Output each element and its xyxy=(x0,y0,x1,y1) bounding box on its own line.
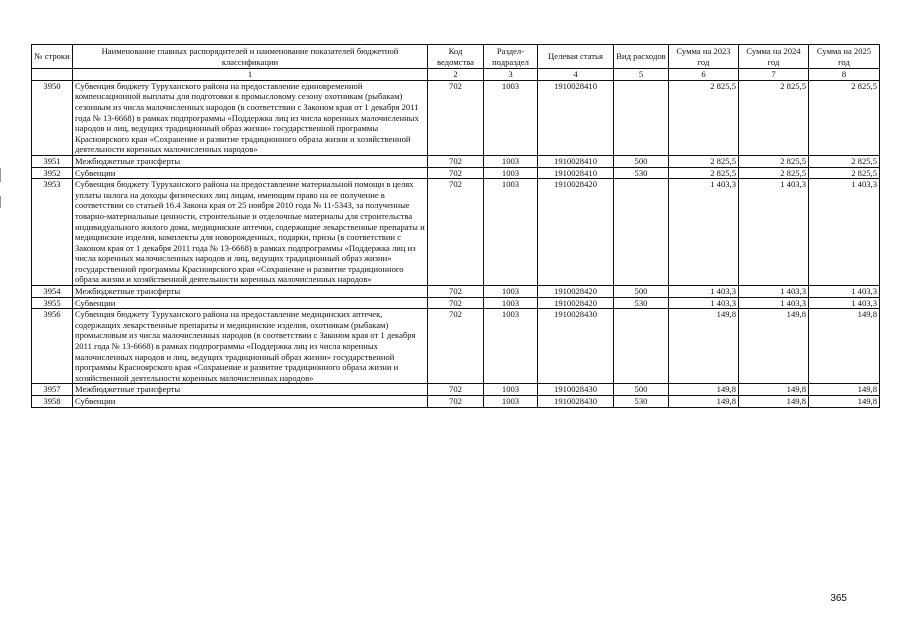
section-cell: 1003 xyxy=(484,384,538,396)
header-target-article: Целевая статья xyxy=(538,45,614,69)
section-cell: 1003 xyxy=(484,309,538,384)
sum-2023-cell: 149,8 xyxy=(669,309,739,384)
section-cell: 1003 xyxy=(484,80,538,155)
sum-2023-cell: 1 403,3 xyxy=(669,297,739,309)
column-number xyxy=(32,69,73,81)
sum-2024-cell: 149,8 xyxy=(739,309,809,384)
header-sum-2024: Сумма на 2024 год xyxy=(739,45,809,69)
row-number-cell: 3952 xyxy=(32,167,73,179)
column-number: 8 xyxy=(809,69,880,81)
sum-2023-cell: 2 825,5 xyxy=(669,167,739,179)
expense-type-cell: 500 xyxy=(614,286,669,298)
header-section: Раздел-подраздел xyxy=(484,45,538,69)
sum-2023-cell: 149,8 xyxy=(669,396,739,408)
expense-type-cell: 500 xyxy=(614,384,669,396)
row-number-cell: 3955 xyxy=(32,297,73,309)
name-cell: Субвенции xyxy=(73,167,428,179)
column-number: 1 xyxy=(73,69,428,81)
row-number-cell: 3950 xyxy=(32,80,73,155)
target-article-cell: 1910028410 xyxy=(538,167,614,179)
table-row xyxy=(32,286,880,298)
expense-type-cell xyxy=(614,80,669,155)
name-cell: Межбюджетные трансферты xyxy=(73,384,428,396)
dept-code-cell: 702 xyxy=(428,384,484,396)
sum-2025-cell: 2 825,5 xyxy=(809,155,880,167)
sum-2025-cell: 1 403,3 xyxy=(809,286,880,298)
sum-2024-cell: 1 403,3 xyxy=(739,297,809,309)
sum-2024-cell: 149,8 xyxy=(739,384,809,396)
column-number: 6 xyxy=(669,69,739,81)
row-number-cell: 3953 xyxy=(32,179,73,286)
dept-code-cell: 702 xyxy=(428,396,484,408)
header-sum-2025: Сумма на 2025 год xyxy=(809,45,880,69)
name-cell: Субвенция бюджету Туруханского района на предоставление единовременной компенсационной выплаты для подготовки к промысловому сезону охотникам (рыбакам) сезонным из числа малочисленных народов (в соответствии с Законом края от 1 декабря 2011 года № 13-6668) в рамках подпрограммы «Поддержка лиц из числа коренных малочисленных народов и лиц, ведущих традиционный образ жизни» государственной программы Красноярского края «Сохранение и развитие традиционного образа жизни и хозяйственной деятельности коренных малочисленных народов» xyxy=(73,80,428,155)
name-cell: Субвенция бюджету Туруханского района на предоставление медицинских аптечек, содержащих лекарственные препараты и медицинские изделия, охотникам (рыбакам) промысловым из числа малочисленных народов (в соответствии с Законом края от 1 декабря 2011 года № 13-6668) в рамках подпрограммы «Поддержка лиц из числа коренных малочисленных народов и лиц, ведущих традиционный образ жизни» государственной программы Красноярского края «Сохранение и развитие традиционного образа жизни и хозяйственной деятельности коренных малочисленных народов» xyxy=(73,309,428,384)
dept-code-cell: 702 xyxy=(428,297,484,309)
sum-2025-cell: 149,8 xyxy=(809,309,880,384)
name-cell: Субвенция бюджету Туруханского района на предоставление материальной помощи в целях уплаты налога на доходы физических лиц лицам, имеющим право на ее получение в соответствии со статьей 16.4 Закона края от 25 ноября 2010 года № 11-5343, за полученные товарно-материальные ценности, строительные и отделочные материалы для строительства индивидуального жилого дома, медицинские аптечки, содержащие лекарственные препараты и медицинские изделия, комплекты для новорожденных, подарки, призы (в соответствии с Законом края от 1 декабря 2011 года № 13-6668) в рамках подпрограммы «Поддержка лиц из числа коренных малочисленных народов и лиц, ведущих традиционный образ жизни» государственной программы Красноярского края «Сохранение и развитие традиционного образа жизни и хозяйственной деятельности коренных малочисленных народов» xyxy=(73,179,428,286)
table-row xyxy=(32,396,880,408)
sum-2024-cell: 2 825,5 xyxy=(739,80,809,155)
column-number: 3 xyxy=(484,69,538,81)
table-row xyxy=(32,80,880,155)
sum-2023-cell: 1 403,3 xyxy=(669,179,739,286)
scan-margin-mark xyxy=(0,196,1,208)
column-number-row xyxy=(32,69,880,81)
sum-2024-cell: 2 825,5 xyxy=(739,167,809,179)
sum-2025-cell: 1 403,3 xyxy=(809,179,880,286)
table-row xyxy=(32,179,880,286)
target-article-cell: 1910028410 xyxy=(538,155,614,167)
row-number-cell: 3956 xyxy=(32,309,73,384)
sum-2025-cell: 2 825,5 xyxy=(809,167,880,179)
target-article-cell: 1910028430 xyxy=(538,309,614,384)
expense-type-cell: 500 xyxy=(614,155,669,167)
section-cell: 1003 xyxy=(484,155,538,167)
sum-2025-cell: 149,8 xyxy=(809,396,880,408)
section-cell: 1003 xyxy=(484,396,538,408)
expense-type-cell: 530 xyxy=(614,396,669,408)
sum-2025-cell: 1 403,3 xyxy=(809,297,880,309)
sum-2024-cell: 1 403,3 xyxy=(739,286,809,298)
table-row xyxy=(32,297,880,309)
dept-code-cell: 702 xyxy=(428,80,484,155)
header-sum-2023: Сумма на 2023 год xyxy=(669,45,739,69)
section-cell: 1003 xyxy=(484,297,538,309)
name-cell: Субвенции xyxy=(73,297,428,309)
header-row-number: № строки xyxy=(32,45,73,69)
name-cell: Межбюджетные трансферты xyxy=(73,155,428,167)
header-name: Наименование главных распорядителей и наименование показателей бюджетной классификации xyxy=(73,45,428,69)
dept-code-cell: 702 xyxy=(428,167,484,179)
column-number: 7 xyxy=(739,69,809,81)
target-article-cell: 1910028420 xyxy=(538,179,614,286)
sum-2025-cell: 2 825,5 xyxy=(809,80,880,155)
table-header-row xyxy=(32,45,880,69)
table-row xyxy=(32,155,880,167)
expense-type-cell xyxy=(614,179,669,286)
sum-2025-cell: 149,8 xyxy=(809,384,880,396)
target-article-cell: 1910028420 xyxy=(538,286,614,298)
table-row xyxy=(32,384,880,396)
dept-code-cell: 702 xyxy=(428,179,484,286)
header-expense-type: Вид расходов xyxy=(614,45,669,69)
name-cell: Субвенции xyxy=(73,396,428,408)
dept-code-cell: 702 xyxy=(428,155,484,167)
row-number-cell: 3957 xyxy=(32,384,73,396)
expense-type-cell: 530 xyxy=(614,167,669,179)
target-article-cell: 1910028410 xyxy=(538,80,614,155)
section-cell: 1003 xyxy=(484,179,538,286)
row-number-cell: 3958 xyxy=(32,396,73,408)
dept-code-cell: 702 xyxy=(428,309,484,384)
dept-code-cell: 702 xyxy=(428,286,484,298)
row-number-cell: 3954 xyxy=(32,286,73,298)
scan-margin-mark xyxy=(0,168,1,182)
page-number: 365 xyxy=(830,593,847,604)
sum-2024-cell: 149,8 xyxy=(739,396,809,408)
sum-2023-cell: 1 403,3 xyxy=(669,286,739,298)
table-row xyxy=(32,309,880,384)
target-article-cell: 1910028420 xyxy=(538,297,614,309)
column-number: 4 xyxy=(538,69,614,81)
sum-2024-cell: 2 825,5 xyxy=(739,155,809,167)
expense-type-cell xyxy=(614,309,669,384)
column-number: 2 xyxy=(428,69,484,81)
column-number: 5 xyxy=(614,69,669,81)
section-cell: 1003 xyxy=(484,167,538,179)
table-row xyxy=(32,167,880,179)
sum-2024-cell: 1 403,3 xyxy=(739,179,809,286)
budget-table xyxy=(31,44,880,408)
header-dept-code: Код ведомства xyxy=(428,45,484,69)
target-article-cell: 1910028430 xyxy=(538,396,614,408)
expense-type-cell: 530 xyxy=(614,297,669,309)
sum-2023-cell: 149,8 xyxy=(669,384,739,396)
target-article-cell: 1910028430 xyxy=(538,384,614,396)
section-cell: 1003 xyxy=(484,286,538,298)
sum-2023-cell: 2 825,5 xyxy=(669,80,739,155)
sum-2023-cell: 2 825,5 xyxy=(669,155,739,167)
name-cell: Межбюджетные трансферты xyxy=(73,286,428,298)
row-number-cell: 3951 xyxy=(32,155,73,167)
